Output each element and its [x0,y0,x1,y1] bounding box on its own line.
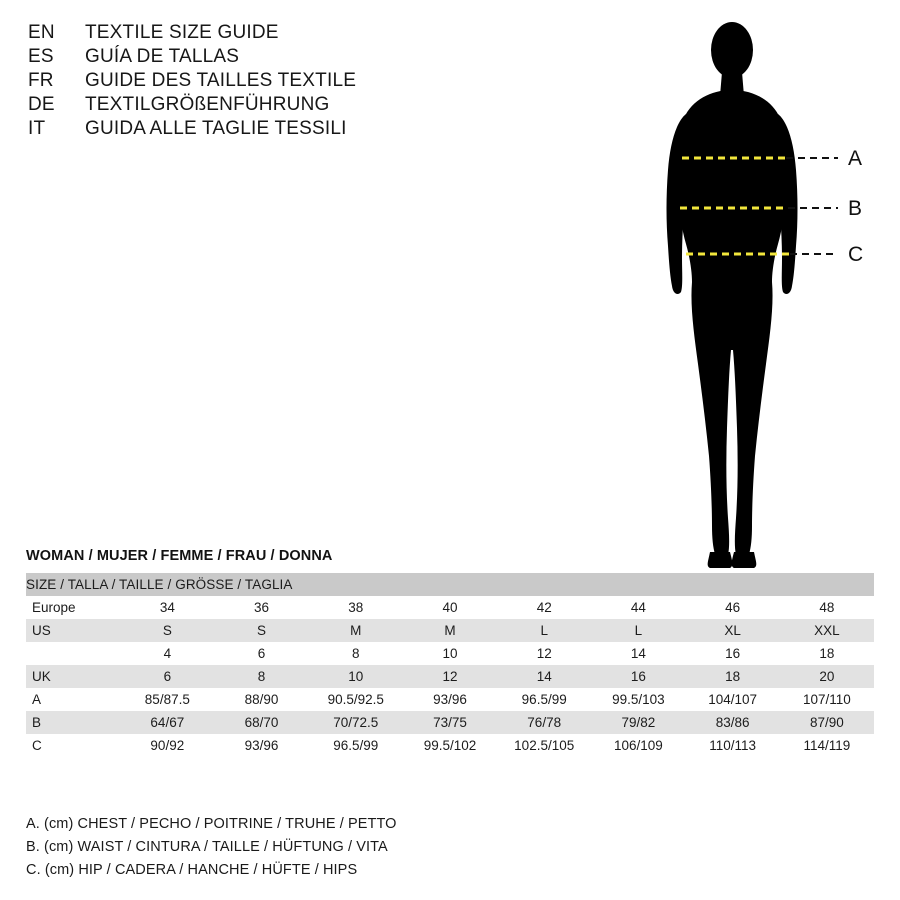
cell: 87/90 [780,711,874,734]
title-row [28,118,588,140]
cell: 102.5/105 [497,734,591,757]
legend-block [26,816,626,885]
cell: 96.5/99 [309,734,403,757]
cell: 36 [214,596,308,619]
cell: L [591,619,685,642]
table-header-label: SIZE / TALLA / TAILLE / GRÖSSE / TAGLIA [26,573,874,596]
cell: 20 [780,665,874,688]
cell: 8 [214,665,308,688]
row-label: B [26,711,120,734]
cell: 85/87.5 [120,688,214,711]
table-row [26,596,874,619]
table-row [26,734,874,757]
cell: 4 [120,642,214,665]
size-table [26,573,874,757]
cell: 10 [309,665,403,688]
cell: 14 [497,665,591,688]
cell: 6 [214,642,308,665]
legend-line-a: A. (cm) CHEST / PECHO / POITRINE / TRUHE / PETTO [26,816,397,832]
cell: 107/110 [780,688,874,711]
cell: XL [686,619,780,642]
row-label: US [26,619,120,642]
cell: 88/90 [214,688,308,711]
cell: M [309,619,403,642]
cell: 18 [686,665,780,688]
cell: 12 [403,665,497,688]
cell: 14 [591,642,685,665]
cell: 104/107 [686,688,780,711]
cell: 8 [309,642,403,665]
cell: 110/113 [686,734,780,757]
cell: 83/86 [686,711,780,734]
title-lang-code: DE [28,94,55,115]
cell: 114/119 [780,734,874,757]
title-lang-code: FR [28,70,54,91]
cell: 18 [780,642,874,665]
cell: 48 [780,596,874,619]
cell: 68/70 [214,711,308,734]
table-header-row [26,573,874,596]
table-row [26,619,874,642]
table-row [26,711,874,734]
row-label: C [26,734,120,757]
title-lang-code: ES [28,46,54,67]
legend-line-b: B. (cm) WAIST / CINTURA / TAILLE / HÜFTUNG / VITA [26,839,388,855]
cell: 64/67 [120,711,214,734]
cell: 46 [686,596,780,619]
cell: XXL [780,619,874,642]
cell: 106/109 [591,734,685,757]
body-measurement-figure [610,14,890,574]
row-label: A [26,688,120,711]
cell: 96.5/99 [497,688,591,711]
table-heading: WOMAN / MUJER / FEMME / FRAU / DONNA [26,548,333,564]
title-lang-code: IT [28,118,46,139]
cell: 99.5/102 [403,734,497,757]
cell: 12 [497,642,591,665]
cell: 6 [120,665,214,688]
cell: 40 [403,596,497,619]
size-table-section [26,548,874,757]
cell: 16 [591,665,685,688]
row-label: UK [26,665,120,688]
female-silhouette-icon [667,22,798,568]
cell: 38 [309,596,403,619]
marker-label-b: B [848,197,863,220]
cell: 93/96 [214,734,308,757]
cell: 79/82 [591,711,685,734]
row-label: Europe [26,596,120,619]
cell: M [403,619,497,642]
title-lang-text: TEXTILE SIZE GUIDE [85,22,279,43]
title-row [28,22,588,44]
cell: 93/96 [403,688,497,711]
cell: 76/78 [497,711,591,734]
cell: 16 [686,642,780,665]
cell: 10 [403,642,497,665]
cell: S [214,619,308,642]
title-lang-code: EN [28,22,55,43]
cell: 99.5/103 [591,688,685,711]
cell: 70/72.5 [309,711,403,734]
row-label [26,642,120,665]
table-row [26,665,874,688]
legend-line-c: C. (cm) HIP / CADERA / HANCHE / HÜFTE / HIPS [26,862,358,878]
cell: 42 [497,596,591,619]
table-row [26,642,874,665]
cell: 34 [120,596,214,619]
table-row [26,688,874,711]
cell: 73/75 [403,711,497,734]
cell: 90/92 [120,734,214,757]
title-row [28,94,588,116]
marker-label-a: A [848,147,863,170]
title-block [28,22,588,142]
title-lang-text: GUIDE DES TAILLES TEXTILE [85,70,357,91]
title-lang-text: TEXTILGRÖßENFÜHRUNG [85,94,330,115]
cell: 90.5/92.5 [309,688,403,711]
title-row [28,46,588,68]
title-row [28,70,588,92]
marker-label-c: C [848,243,864,266]
cell: 44 [591,596,685,619]
title-lang-text: GUIDA ALLE TAGLIE TESSILI [85,118,347,139]
cell: L [497,619,591,642]
cell: S [120,619,214,642]
title-lang-text: GUÍA DE TALLAS [85,46,240,67]
